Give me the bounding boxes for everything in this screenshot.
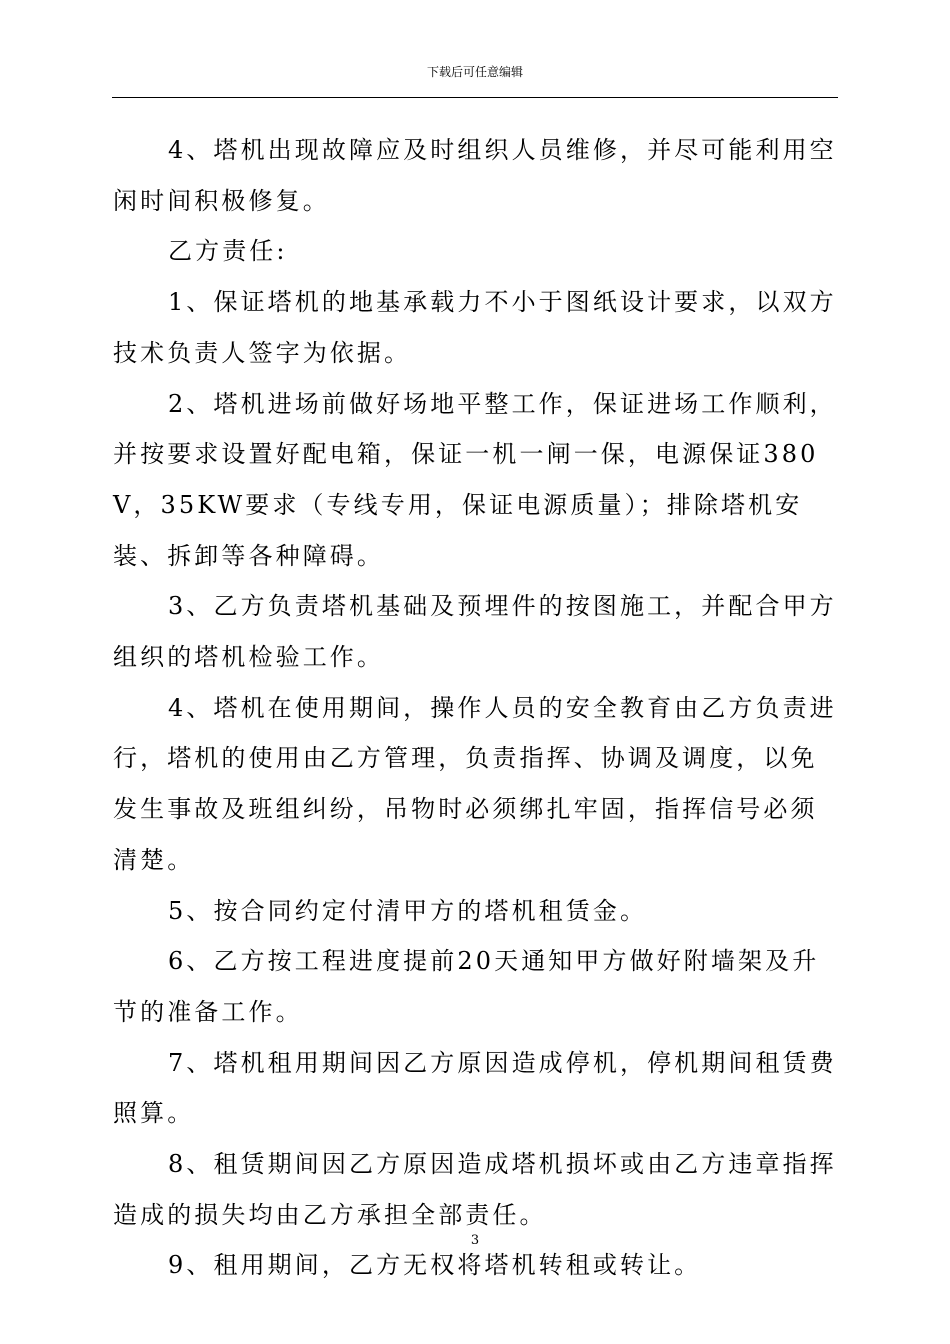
paragraph-item-7-downtime: 7、塔机租用期间因乙方原因造成停机，停机期间租赁费照算。 <box>113 1048 837 1128</box>
paragraph-item-6-notice: 6、乙方按工程进度提前20天通知甲方做好附墙架及升节的准备工作。 <box>113 947 820 1026</box>
paragraph-item-5-payment: 5、按合同约定付清甲方的塔机租赁金。 <box>168 896 648 925</box>
paragraph-item-3-construction: 3、乙方负责塔机基础及预埋件的按图施工，并配合甲方组织的塔机检验工作。 <box>113 592 837 672</box>
header-divider <box>112 97 838 98</box>
paragraph-item-4-operation: 4、塔机在使用期间，操作人员的安全教育由乙方负责进行，塔机的使用由乙方管理，负责指挥、协调及调度，以免发生事故及班组纠纷，吊物时必须绑扎牢固，指挥信号必须清楚。 <box>113 693 837 874</box>
paragraph-item-1-foundation: 1、保证塔机的地基承载力不小于图纸设计要求，以双方技术负责人签字为依据。 <box>113 288 837 367</box>
section-heading-party-b-responsibilities: 乙方责任: <box>168 237 288 266</box>
paragraph-item-8-liability: 8、租赁期间因乙方原因造成塔机损坏或由乙方违章指挥造成的损失均由乙方承担全部责任。 <box>113 1150 837 1229</box>
page-number: 3 <box>470 1233 480 1248</box>
paragraph-item-2-site-preparation: 2、塔机进场前做好场地平整工作，保证进场工作顺利，并按要求设置好配电箱，保证一机一闸一保，电源保证380V，35KW要求（专线专用，保证电源质量）；排除塔机安装、拆卸等各种障碍。 <box>113 389 837 570</box>
paragraph-item-4-repair: 4、塔机出现故障应及时组织人员维修，并尽可能利用空闲时间积极修复。 <box>113 136 837 215</box>
page-header: 下载后可任意编辑 <box>426 65 523 79</box>
document-body <box>113 125 839 1291</box>
paragraph-item-9-subleasing: 9、租用期间，乙方无权将塔机转租或转让。 <box>168 1251 702 1280</box>
